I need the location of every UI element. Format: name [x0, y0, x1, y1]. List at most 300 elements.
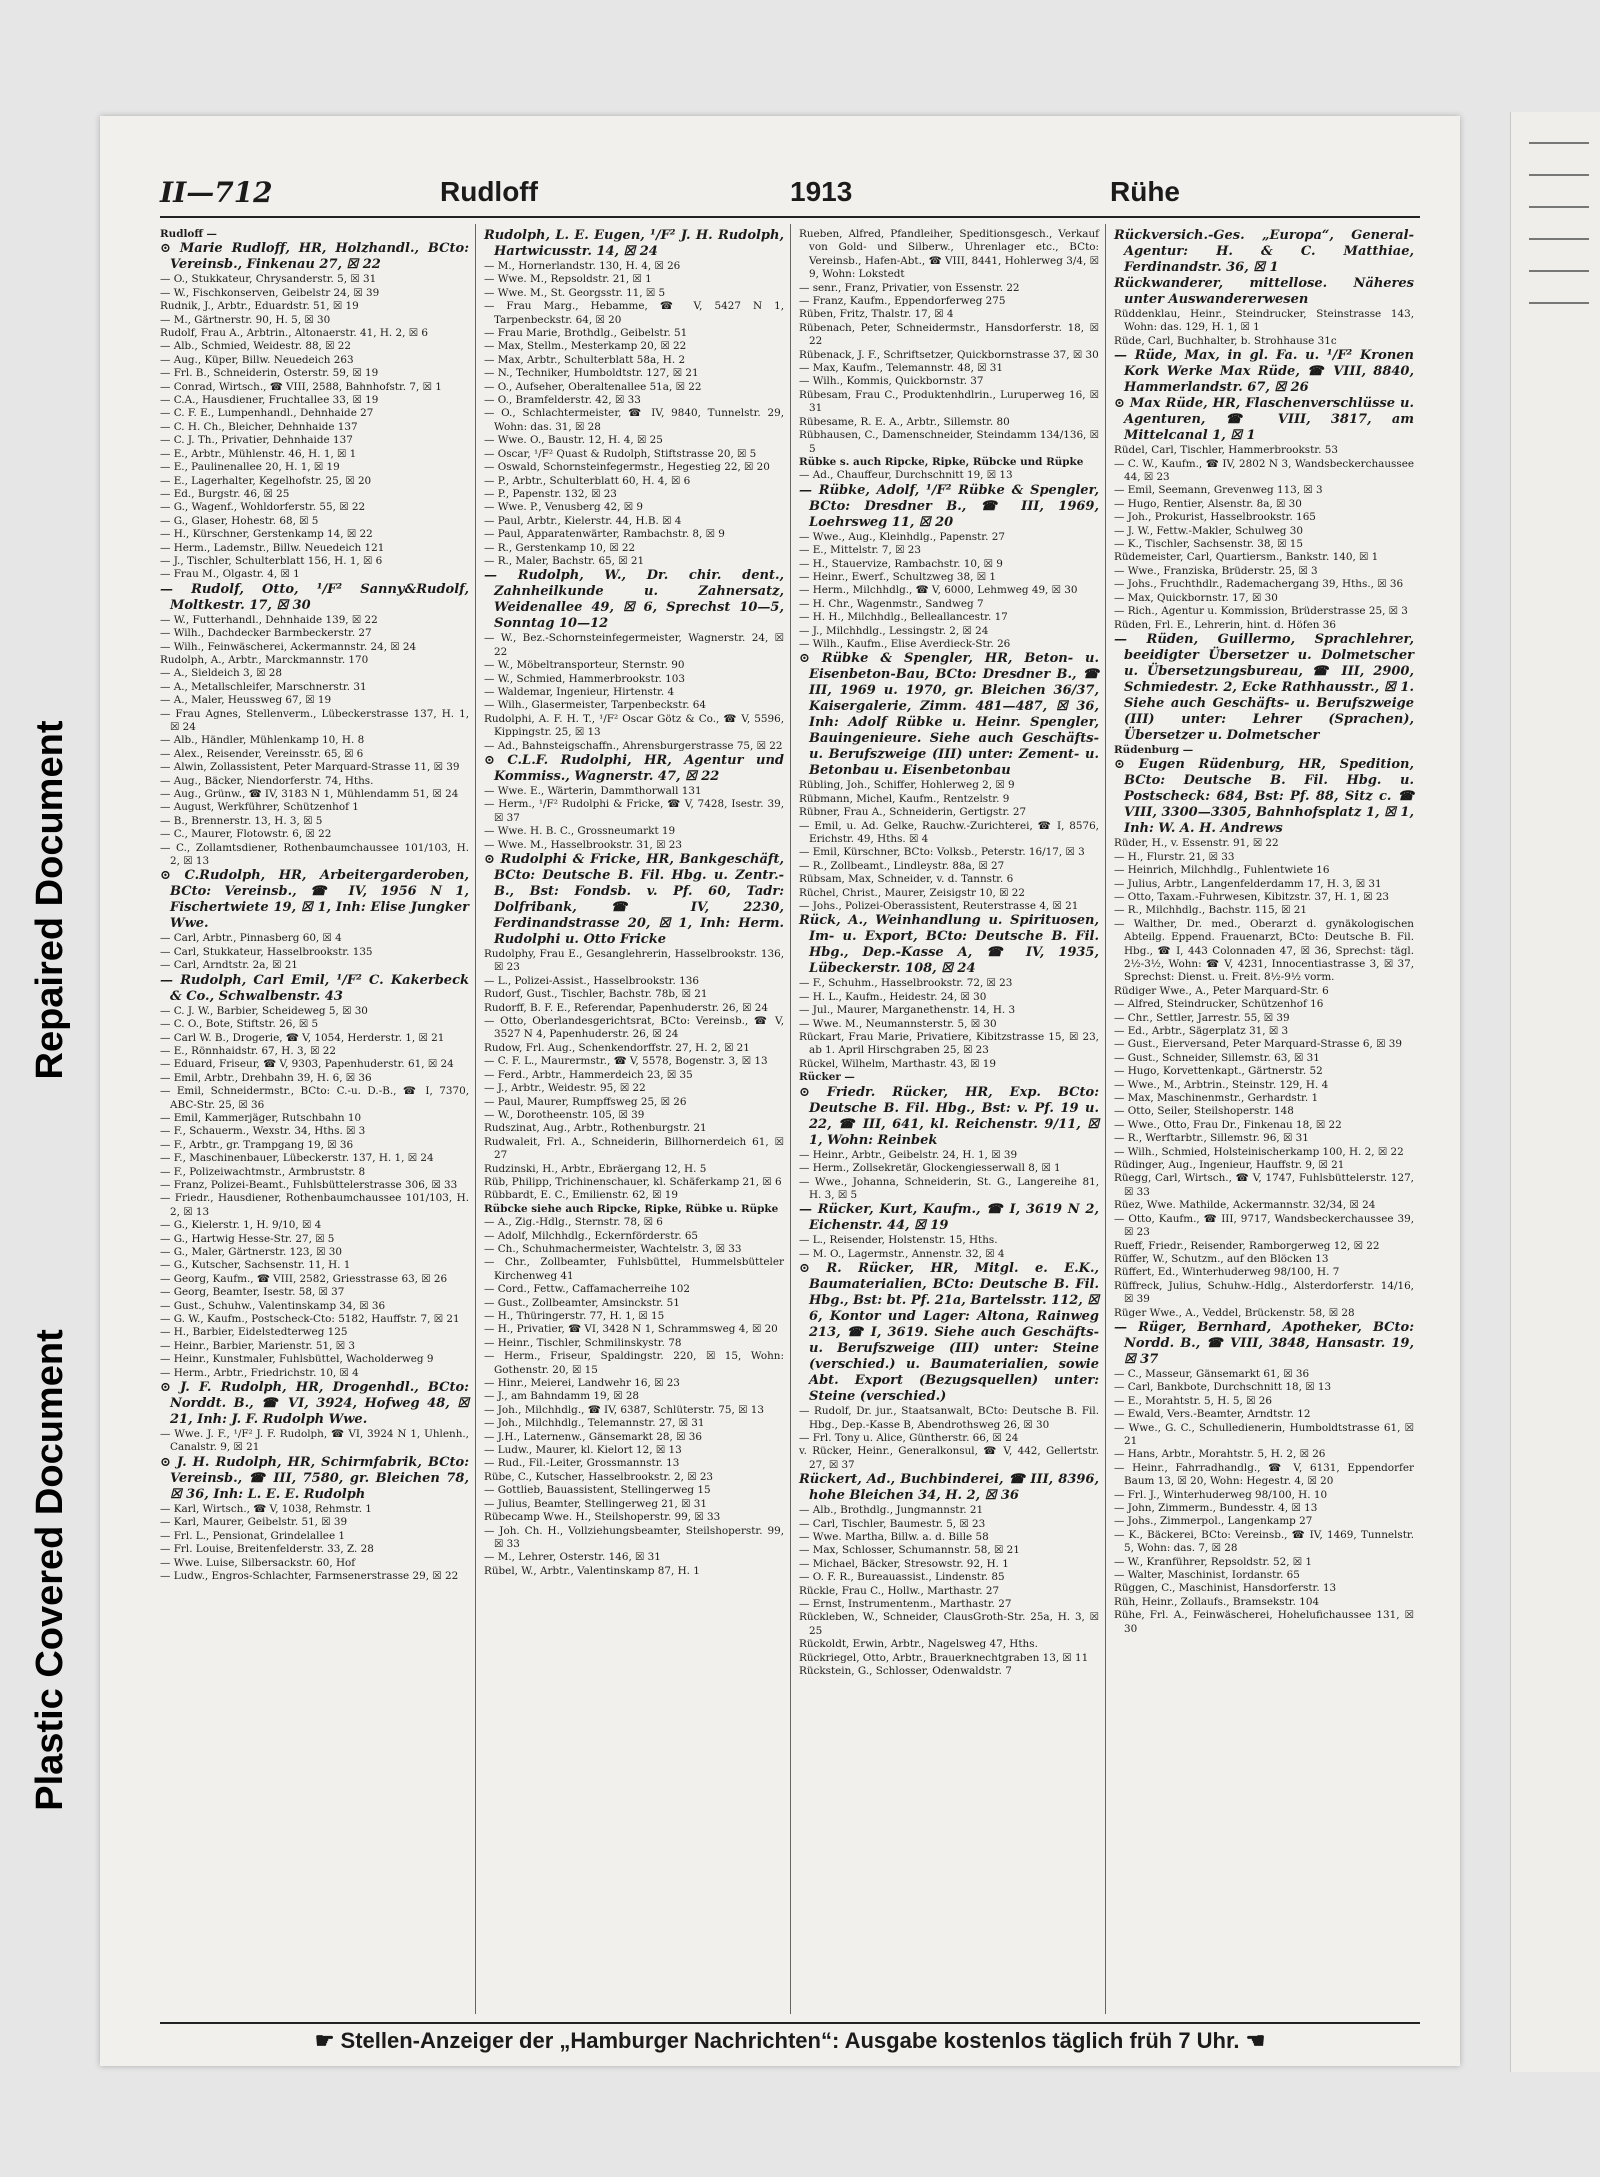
directory-entry: — Rich., Agentur u. Kommission, Brüderstrasse 25, ☒ 3: [1114, 605, 1408, 618]
directory-entry: — Wilh., Dachdecker Barmbeckerstr. 27: [160, 627, 372, 640]
directory-entry: — Frl. Louise, Breitenfelderstr. 33, Z. 28: [160, 1543, 374, 1556]
directory-entry: — Emil, Kürschner, BCto: Volksb., Peterstr. 16/17, ☒ 3: [799, 846, 1085, 859]
directory-entry: — N., Techniker, Humboldtstr. 127, ☒ 21: [484, 367, 699, 380]
directory-entry: Rueff, Friedr., Reisender, Ramborgerweg 12, ☒ 22: [1114, 1239, 1380, 1252]
directory-entry: — Gust., Eierversand, Peter Marquard-Strasse 6, ☒ 39: [1114, 1038, 1402, 1051]
directory-entry: — Wwe., Franziska, Brüderstr. 25, ☒ 3: [1114, 564, 1318, 577]
directory-entry: — Ludw., Maurer, kl. Kielort 12, ☒ 13: [484, 1444, 682, 1457]
directory-entry: Rückstein, G., Schlosser, Odenwaldstr. 7: [799, 1665, 1012, 1678]
directory-entry: — B., Brennerstr. 13, H. 3, ☒ 5: [160, 814, 323, 827]
directory-entry: — Rüde, Max, in gl. Fa. u. ¹/F² Kronen Kork Werke Max Rüde, ☎ VIII, 8840, Hammerlandstr. 67, ☒ 26: [1114, 348, 1414, 396]
directory-entry: Rübesam, Frau C., Produktenhdlrin., Luruperweg 16, ☒ 31: [799, 388, 1099, 415]
directory-entry: Rüde, Carl, Buchhalter, b. Strohhause 31c: [1114, 334, 1337, 347]
directory-entry: — Rudolf, Dr. jur., Staatsanwalt, BCto: Deutsche B. Fil. Hbg., Dep.-Kasse B, Abendrothsweg 26, ☒ 30: [799, 1405, 1099, 1431]
directory-entry: — J., Tischler, Schulterblatt 156, H. 1, ☒ 6: [160, 554, 383, 567]
directory-entry: — Michael, Bäcker, Stresowstr. 92, H. 1: [799, 1557, 1009, 1570]
directory-entry: — Herm., Friseur, Spaldingstr. 220, ☒ 15, Wohn: Gothenstr. 20, ☒ 15: [484, 1350, 784, 1376]
directory-entry: — Wwe. Martha, Billw. a. d. Bille 58: [799, 1530, 989, 1543]
directory-entry: — W., Dorotheenstr. 105, ☒ 39: [484, 1108, 645, 1121]
head-left-word: Rudloff: [440, 176, 538, 207]
directory-entry: — Walther, Dr. med., Oberarzt d. gynäkologischen Abteilg. Eppend. Frauenarzt, BCto: Deutsche B. Fil. Hbg., ☎ I, 443 Colonnaden 47, ☒ 36, Sprechst: tägl. 2½-3½, Wohn: ☎ V, 4231, Innocentiastrasse 3, ☒ 37, Sprechst: Dienst. u. Freit. 8½-9½ vorm.: [1114, 917, 1414, 984]
directory-entry: v. Rücker, Heinr., Generalkonsul, ☎ V, 442, Gellertstr. 27, ☒ 37: [799, 1445, 1099, 1471]
directory-entry: ⊙ Rübke & Spengler, HR, Beton- u. Eisenbeton-Bau, BCto: Dresdner B., ☎ III, 1969 u. 1970, gr. Bleichen 36/37, Kaisergalerie, Zimm. 481—487, ☒ 36, Inh: Adolf Rübke u. Heinr. Spengler, Bauingenieure. Siehe auch Geschäfts- u. Berufszweige (III) unter: Zement- u. Betonbau u. Eisenbetonbau: [799, 651, 1099, 779]
directory-entry: Rudorf, Gust., Tischler, Bachstr. 78b, ☒ 21: [484, 988, 708, 1001]
directory-page: [100, 116, 1460, 2066]
directory-entry: — C.A., Hausdiener, Fruchtallee 33, ☒ 19: [160, 394, 379, 407]
directory-entry: Rüchel, Christ., Maurer, Zeisigstr 10, ☒ 22: [799, 886, 1025, 899]
directory-entry: — Adolf, Milchhdlg., Eckernförderstr. 65: [484, 1229, 699, 1242]
directory-entry: — C. H. Ch., Bleicher, Dehnhaide 137: [160, 420, 358, 433]
directory-entry: ⊙ Friedr. Rücker, HR, Exp. BCto: Deutsche B. Fil. Hbg., Bst: v. Pf. 19 u. 22, ☎ III, 641, kl. Reichenstr. 9/11, ☒ 1, Wohn: Reinbek: [799, 1084, 1099, 1148]
directory-entry: — Carl, Stukkateur, Hasselbrookstr. 135: [160, 945, 373, 958]
directory-entry: Rüdel, Carl, Tischler, Hammerbrookstr. 53: [1114, 444, 1338, 457]
directory-entry: — J., Milchhdlg., Lessingstr. 2, ☒ 24: [799, 624, 989, 637]
directory-entry: — Oscar, ¹/F² Quast & Rudolph, Stiftstrasse 20, ☒ 5: [484, 447, 757, 460]
directory-entry: Rübling, Joh., Schiffer, Hohlerweg 2, ☒ 9: [799, 779, 1015, 792]
directory-entry: Rücker —: [799, 1071, 855, 1084]
directory-entry: ⊙ R. Rücker, HR, Mitgl. e. E.K., Baumaterialien, BCto: Deutsche B. Fil. Hbg., Bst: bt. Pf. 21a, Bartelsstr. 112, ☒ 6, Kontor und Lager: Altona, Rainweg 213, ☎ I, 3619. Siehe auch Geschäfts- u. Berufszweige (III) unter: Steine (verschied.) u. Baumaterialien, sowie Abt. Export (Bezugsquellen) unter: Steine (verschied.): [799, 1261, 1100, 1405]
directory-entry: — Gottlieb, Bauassistent, Stellingerweg 15: [484, 1484, 711, 1497]
directory-entry: — Wwe., Aug., Kleinhdlg., Papenstr. 27: [799, 530, 1005, 543]
directory-entry: — J., am Bahndamm 19, ☒ 28: [484, 1390, 640, 1403]
directory-entry: Rudzinski, H., Arbtr., Ebräergang 12, H. 5: [484, 1162, 707, 1175]
directory-entry: — Chr., Zollbeamter, Fuhlsbüttel, Hummelsbütteler Kirchenweg 41: [484, 1256, 784, 1282]
directory-entry: — Frl. B., Schneiderin, Osterstr. 59, ☒ 19: [160, 367, 379, 380]
column-4: [1105, 224, 1420, 2014]
directory-entry: — M. O., Lagermstr., Annenstr. 32, ☒ 4: [799, 1247, 1005, 1260]
directory-entry: Rudszinat, Aug., Arbtr., Rothenburgstr. 21: [484, 1122, 707, 1135]
directory-entry: — Ed., Burgstr. 46, ☒ 25: [160, 487, 290, 500]
directory-entry: Rudolph, L. E. Eugen, ¹/F² J. H. Rudolph, Hartwicusstr. 14, ☒ 24: [484, 228, 784, 259]
directory-entry: — Hugo, Korvettenkapt., Gärtnerstr. 52: [1114, 1065, 1323, 1078]
directory-entry: — Wwe., G. C., Schulledienerin, Humboldtstrasse 61, ☒ 21: [1114, 1421, 1414, 1447]
directory-entry: — A., Maler, Heussweg 67, ☒ 19: [160, 694, 332, 707]
directory-entry: — Johs., Fruchthdlr., Rademachergang 39, Hths., ☒ 36: [1114, 578, 1404, 591]
directory-entry: — Joh., Milchhdlg., ☎ IV, 6387, Schlüterstr. 75, ☒ 13: [484, 1403, 764, 1416]
directory-entry: — Heinr., Ewerf., Schultzweg 38, ☒ 1: [799, 570, 996, 583]
directory-entry: — Hinr., Meierei, Landwehr 16, ☒ 23: [484, 1377, 680, 1390]
directory-entry: ⊙ C.Rudolph, HR, Arbeitergarderoben, BCto: Vereinsb., ☎ IV, 1956 N 1, Fischertwiete 19, ☒ 1, Inh: Elise Jungker Wwe.: [160, 868, 469, 932]
directory-entry: Rübe, C., Kutscher, Hasselbrookstr. 2, ☒ 23: [484, 1470, 714, 1483]
directory-entry: Rübcke siehe auch Ripcke, Ripke, Rübke u. Rüpke: [484, 1202, 779, 1215]
directory-entry: — E., Rönnhaidstr. 67, H. 3, ☒ 22: [160, 1044, 337, 1057]
directory-entry: — E., Mittelstr. 7, ☒ 23: [799, 544, 921, 557]
directory-entry: — Wwe. Luise, Silbersackstr. 60, Hof: [160, 1556, 356, 1569]
directory-entry: — Emil, Schneidermstr., BCto: C.-u. D.-B., ☎ I, 7370, ABC-Str. 25, ☒ 36: [160, 1085, 469, 1111]
directory-entry: — Emil, Kammerjäger, Rutschbahn 10: [160, 1111, 362, 1124]
directory-entry: — G., Kielerstr. 1, H. 9/10, ☒ 4: [160, 1219, 322, 1232]
directory-entry: Rübbardt, E. C., Emilienstr. 62, ☒ 19: [484, 1189, 678, 1202]
directory-entry: — Emil, Arbtr., Drehbahn 39, H. 6, ☒ 36: [160, 1071, 372, 1084]
directory-entry: Rudnik, J., Arbtr., Eduardstr. 51, ☒ 19: [160, 300, 359, 313]
directory-entry: ⊙ J. H. Rudolph, HR, Schirmfabrik, BCto: Vereinsb., ☎ III, 7580, gr. Bleichen 78, ☒ 36, Inh: L. E. E. Rudolph: [160, 1454, 469, 1502]
directory-entry: Rüden, Frl. E., Lehrerin, hint. d. Höfen 36: [1114, 618, 1336, 631]
directory-entry: — Alwin, Zollassistent, Peter Marquard-Strasse 11, ☒ 39: [160, 761, 460, 774]
directory-entry: Rübke s. auch Ripcke, Ripke, Rübcke und Rüpke: [799, 455, 1084, 468]
directory-entry: Rüez, Wwe. Mathilde, Ackermannstr. 32/34, ☒ 24: [1114, 1199, 1376, 1212]
directory-entry: — Jul., Maurer, Marganethenstr. 14, H. 3: [799, 1004, 1016, 1017]
directory-entry: — L., Polizei-Assist., Hasselbrookstr. 136: [484, 974, 699, 987]
directory-entry: Rückle, Frau C., Hollw., Marthastr. 27: [799, 1584, 1000, 1597]
directory-entry: — C., Masseur, Gänsemarkt 61, ☒ 36: [1114, 1367, 1310, 1380]
directory-entry: — H. Chr., Wagenmstr., Sandweg 7: [799, 597, 984, 610]
directory-entry: — P., Arbtr., Schulterblatt 60, H. 4, ☒ 6: [484, 474, 691, 487]
running-head: [160, 176, 1420, 214]
directory-entry: — Waldemar, Ingenieur, Hirtenstr. 4: [484, 685, 675, 698]
directory-entry: — Frau Agnes, Stellenverm., Lübeckerstrasse 137, H. 1, ☒ 24: [160, 707, 469, 733]
directory-entry: — Max, Arbtr., Schulterblatt 58a, H. 2: [484, 353, 686, 366]
directory-entry: — Otto, Oberlandesgerichtsrat, BCto: Vereinsb., ☎ V, 3527 N 4, Papenhuderstr. 26, ☒ 24: [484, 1015, 784, 1041]
directory-columns: [160, 224, 1420, 2014]
directory-entry: ⊙ Marie Rudloff, HR, Holzhandl., BCto: Vereinsb., Finkenau 27, ☒ 22: [160, 241, 469, 273]
directory-entry: Rüger Wwe., A., Veddel, Brückenstr. 58, ☒ 28: [1114, 1306, 1355, 1319]
directory-entry: — Paul, Apparatenwärter, Rambachstr. 8, ☒ 9: [484, 528, 725, 541]
directory-entry: Rueben, Alfred, Pfandleiher, Speditionsgesch., Verkauf von Gold- und Silberw., Uhrenlager etc., BCto: Vereinsb., Hafen-Abt., ☎ VIII, 8441, Hohlerweg 3/4, ☒ 9, Wohn: Lokstedt: [799, 228, 1099, 281]
directory-entry: — Gust., Zollbeamter, Amsinckstr. 51: [484, 1296, 680, 1309]
directory-entry: — Wilh., Glasermeister, Tarpenbeckstr. 64: [484, 699, 706, 712]
directory-entry: — Georg, Beamter, Isestr. 58, ☒ 37: [160, 1286, 345, 1299]
directory-entry: — Heinr., Kunstmaler, Fuhlsbüttel, Wacholderweg 9: [160, 1353, 434, 1366]
directory-entry: Rudolf, Frau A., Arbtrin., Altonaerstr. 41, H. 2, ☒ 6: [160, 327, 428, 340]
directory-entry: Rüh, Heinr., Zollaufs., Bramsekstr. 104: [1114, 1595, 1320, 1608]
directory-entry: Rüb, Philipp, Trichinenschauer, kl. Schäferkamp 21, ☒ 6: [484, 1175, 782, 1188]
directory-entry: — Georg, Kaufm., ☎ VIII, 2582, Griesstrasse 63, ☒ 26: [160, 1272, 448, 1285]
directory-entry: — R., Maler, Bachstr. 65, ☒ 21: [484, 554, 645, 567]
directory-entry: Rudow, Frl. Aug., Schenkendorffstr. 27, H. 2, ☒ 21: [484, 1041, 750, 1054]
directory-entry: — Herm., ¹/F² Rudolphi & Fricke, ☎ V, 7428, Isestr. 39, ☒ 37: [484, 798, 784, 824]
directory-entry: — Aug., Bäcker, Niendorferstr. 74, Hths.: [160, 774, 374, 787]
directory-entry: — Heinr., Tischler, Schmilinskystr. 78: [484, 1336, 682, 1349]
directory-entry: — W., Möbeltransporteur, Sternstr. 90: [484, 659, 685, 672]
directory-entry: — Franz, Polizei-Beamt., Fuhlsbüttelerstrasse 306, ☒ 33: [160, 1178, 458, 1191]
directory-entry: Rückriegel, Otto, Arbtr., Brauerknechtgraben 13, ☒ 11: [799, 1651, 1089, 1664]
directory-entry: — Rudolph, Carl Emil, ¹/F² C. Kakerbeck & Co., Schwalbenstr. 43: [160, 972, 469, 1004]
directory-entry: — R., Zollbeamt., Lindleystr. 88a, ☒ 27: [799, 859, 1005, 872]
directory-entry: — C. J. Th., Privatier, Dehnhaide 137: [160, 434, 353, 447]
directory-entry: Rückert, Ad., Buchbinderei, ☎ III, 8396, hohe Bleichen 34, H. 2, ☒ 36: [799, 1472, 1099, 1504]
column-2: [475, 224, 790, 2014]
directory-entry: — Rudolf, Otto, ¹/F² Sanny&Rudolf, Moltkestr. 17, ☒ 30: [160, 581, 469, 613]
directory-entry: — H. L., Kaufm., Heidestr. 24, ☒ 30: [799, 990, 987, 1003]
directory-entry: Rüffer, W., Schutzm., auf den Blöcken 13: [1114, 1252, 1329, 1265]
directory-entry: — C. F. E., Lumpenhandl., Dehnhaide 27: [160, 407, 374, 420]
directory-entry: — Johs., Zimmerpol., Langenkamp 27: [1114, 1515, 1313, 1528]
directory-entry: — Ch., Schuhmachermeister, Wachtelstr. 3, ☒ 33: [484, 1242, 742, 1255]
directory-entry: — Gust., Schneider, Sillemstr. 63, ☒ 31: [1114, 1051, 1320, 1064]
directory-entry: — Otto, Seiler, Steilshoperstr. 148: [1114, 1105, 1294, 1118]
directory-entry: — Max, Quickbornstr. 17, ☒ 30: [1114, 591, 1278, 604]
directory-entry: — A., Metallschleifer, Marschnerstr. 31: [160, 680, 367, 693]
directory-entry: — Alb., Schmied, Weidestr. 88, ☒ 22: [160, 340, 352, 353]
directory-entry: Rückoldt, Erwin, Arbtr., Nagelsweg 47, Hths.: [799, 1638, 1038, 1651]
directory-entry: — Ludw., Engros-Schlachter, Farmsenerstrasse 29, ☒ 22: [160, 1569, 459, 1582]
footer-advertisement: ☛ Stellen-Anzeiger der „Hamburger Nachrichten“: Ausgabe kostenlos täglich früh 7 Uhr. ☚: [160, 2022, 1420, 2064]
directory-entry: — H., Thüringerstr. 77, H. 1, ☒ 15: [484, 1310, 665, 1322]
directory-entry: — G., Hartwig Hesse-Str. 27, ☒ 5: [160, 1232, 335, 1245]
directory-entry: Rudloff —: [160, 228, 217, 240]
directory-entry: — E., Morahtstr. 5, H. 5, ☒ 26: [1114, 1394, 1272, 1407]
directory-entry: — Max, Maschinenmstr., Gerhardstr. 1: [1114, 1092, 1319, 1105]
directory-entry: — Wwe., Otto, Frau Dr., Finkenau 18, ☒ 22: [1114, 1118, 1342, 1131]
directory-entry: — Wwe. P., Venusberg 42, ☒ 9: [484, 501, 644, 514]
directory-entry: Rübsam, Max, Schneider, v. d. Tannstr. 6: [799, 873, 1014, 886]
directory-entry: — Herm., Zollsekretär, Glockengiesserwall 8, ☒ 1: [799, 1162, 1061, 1175]
directory-entry: — Wwe. M., Neumannsterstr. 5, ☒ 30: [799, 1017, 997, 1030]
directory-entry: — W., Schmied, Hammerbrookstr. 103: [484, 672, 685, 685]
directory-entry: — Wwe. M., Hasselbrookstr. 31, ☒ 23: [484, 838, 682, 851]
directory-entry: — Frl. Tony u. Alice, Güntherstr. 66, ☒ 24: [799, 1431, 1019, 1444]
directory-entry: ⊙ C.L.F. Rudolphi, HR, Agentur und Kommiss., Wagnerstr. 47, ☒ 22: [484, 753, 784, 784]
directory-entry: Rudolphi, A. F. H. T., ¹/F² Oscar Götz & Co., ☎ V, 5596, Kippingstr. 25, ☒ 13: [484, 712, 784, 739]
directory-entry: — W., Bez.-Schornsteinfegermeister, Wagnerstr. 24, ☒ 22: [484, 632, 784, 658]
head-rule: [160, 216, 1420, 218]
directory-entry: Rübmann, Michel, Kaufm., Rentzelstr. 9: [799, 792, 1010, 805]
directory-entry: — Ed., Arbtr., Sägerplatz 31, ☒ 3: [1114, 1025, 1289, 1037]
directory-entry: — P., Papenstr. 132, ☒ 23: [484, 487, 617, 500]
directory-entry: — Wwe., Johanna, Schneiderin, St. G., Langereihe 81, H. 3, ☒ 5: [799, 1175, 1099, 1201]
repaired-document-label: Repaired Document: [29, 720, 71, 1080]
directory-entry: — Max, Schlosser, Schumannstr. 58, ☒ 21: [799, 1544, 1020, 1557]
directory-entry: Rüder, H., v. Essenstr. 91, ☒ 22: [1114, 837, 1279, 850]
directory-entry: — Rud., Fil.-Leiter, Grossmannstr. 13: [484, 1457, 680, 1470]
directory-entry: Rüben, Fritz, Thalstr. 17, ☒ 4: [799, 308, 954, 321]
directory-entry: — Conrad, Wirtsch., ☎ VIII, 2588, Bahnhofstr. 7, ☒ 1: [160, 380, 442, 393]
directory-entry: Rückwanderer, mittellose. Näheres unter Auswandererwesen: [1114, 276, 1414, 307]
directory-entry: — F., Arbtr., gr. Trampgang 19, ☒ 36: [160, 1138, 354, 1151]
directory-entry: — G., Wagenf., Wohldorferstr. 55, ☒ 22: [160, 501, 366, 514]
directory-entry: — G., Maler, Gärtnerstr. 123, ☒ 30: [160, 1246, 342, 1258]
directory-entry: Rudorff, B. F. E., Referendar, Papenhuderstr. 26, ☒ 24: [484, 1001, 768, 1014]
directory-entry: — Carl, Tischler, Baumestr. 5, ☒ 23: [799, 1517, 986, 1530]
directory-entry: ⊙ Rudolphi & Fricke, HR, Bankgeschäft, BCto: Deutsche B. Fil. Hbg. u. Zentr.-B., Bst: Fondsb. v. Pf. 60, Tadr: Dolfribank, ☎ IV, 2230, Ferdinandstrasse 20, ☒ 1, Inh: Herm. Rudolphi u. Otto Fricke: [484, 852, 784, 948]
directory-entry: — Julius, Beamter, Stellingerweg 21, ☒ 31: [484, 1497, 707, 1510]
directory-entry: — Herm., Milchhdlg., ☎ V, 6000, Lehmweg 49, ☒ 30: [799, 584, 1078, 597]
directory-entry: — Eduard, Friseur, ☎ V, 9303, Papenhuderstr. 61, ☒ 24: [160, 1058, 454, 1071]
directory-entry: Rühe, Frl. A., Feinwäscherei, Hohelufichaussee 131, ☒ 30: [1114, 1609, 1414, 1635]
directory-entry: — A., Zig.-Hdlg., Sternstr. 78, ☒ 6: [484, 1216, 663, 1229]
directory-entry: — Heinr., Arbtr., Geibelstr. 24, H. 1, ☒ 39: [799, 1148, 1018, 1161]
directory-entry: — Karl, Wirtsch., ☎ V, 1038, Rehmstr. 1: [160, 1502, 372, 1515]
directory-entry: — Wwe. J. F., ¹/F² J. F. Rudolph, ☎ VI, 3924 N 1, Uhlenh., Canalstr. 9, ☒ 21: [160, 1428, 469, 1454]
directory-entry: — G. W., Kaufm., Postscheck-Cto: 5182, Hauffstr. 7, ☒ 21: [160, 1313, 460, 1326]
directory-entry: — Wwe. E., Wärterin, Dammthorwall 131: [484, 785, 702, 797]
directory-entry: — Max, Stellm., Mesterkamp 20, ☒ 22: [484, 340, 687, 353]
directory-entry: — Otto, Taxam.-Fuhrwesen, Kibitzstr. 37, H. 1, ☒ 23: [1114, 890, 1390, 903]
directory-entry: — Hugo, Rentier, Alsenstr. 8a, ☒ 30: [1114, 497, 1302, 510]
directory-entry: ⊙ Max Rüde, HR, Flaschenverschlüsse u. Agenturen, ☎ VIII, 3817, am Mittelcanal 1, ☒ 1: [1114, 396, 1414, 444]
directory-entry: — Gust., Schuhw., Valentinskamp 34, ☒ 36: [160, 1299, 386, 1312]
directory-entry: Rübecamp Wwe. H., Steilshoperstr. 99, ☒ 33: [484, 1511, 721, 1524]
directory-entry: — Paul, Maurer, Rumpffsweg 25, ☒ 26: [484, 1095, 687, 1108]
directory-entry: — A., Sieldeich 3, ☒ 28: [160, 667, 283, 680]
directory-entry: — Rüger, Bernhard, Apotheker, BCto: Nordd. B., ☎ VIII, 3848, Hansastr. 19, ☒ 37: [1114, 1319, 1414, 1367]
directory-entry: — Joh. Ch. H., Vollziehungsbeamter, Steilshoperstr. 99, ☒ 33: [484, 1524, 784, 1550]
directory-entry: — Walter, Maschinist, Iordanstr. 65: [1114, 1569, 1300, 1582]
directory-entry: — H., Flurstr. 21, ☒ 33: [1114, 850, 1235, 863]
directory-entry: — Alfred, Steindrucker, Schützenhof 16: [1114, 998, 1324, 1011]
directory-entry: — Carl, Arndtstr. 2a, ☒ 21: [160, 959, 298, 972]
directory-entry: Rübhausen, C., Damenschneider, Steindamm 134/136, ☒ 5: [799, 429, 1099, 455]
directory-entry: — Herm., Lademstr., Billw. Neuedeich 121: [160, 541, 385, 554]
directory-entry: — John, Zimmerm., Bundesstr. 4, ☒ 13: [1114, 1502, 1318, 1514]
directory-entry: Rüggen, C., Maschinist, Hansdorferstr. 13: [1114, 1582, 1337, 1595]
directory-entry: — Chr., Settler, Jarrestr. 55, ☒ 39: [1114, 1011, 1290, 1024]
directory-entry: — R., Gerstenkamp 10, ☒ 22: [484, 541, 636, 554]
directory-entry: — K., Bäckerei, BCto: Vereinsb., ☎ IV, 1469, Tunnelstr. 5, Wohn: das. 7, ☒ 28: [1114, 1528, 1414, 1555]
directory-entry: — E., Arbtr., Mühlenstr. 46, H. 1, ☒ 1: [160, 447, 357, 460]
directory-entry: Rübel, W., Arbtr., Valentinskamp 87, H. 1: [484, 1564, 700, 1577]
directory-entry: — Emil, Seemann, Grevenweg 113, ☒ 3: [1114, 484, 1323, 497]
directory-entry: — Ad., Bahnsteigschaffn., Ahrensburgerstrasse 75, ☒ 22: [484, 739, 783, 752]
directory-entry: Rüdinger, Aug., Ingenieur, Hauffstr. 9, ☒ 21: [1114, 1159, 1345, 1172]
directory-entry: — C., Zollamtsdiener, Rothenbaumchaussee 101/103, H. 2, ☒ 13: [160, 841, 469, 868]
directory-entry: — Wilh., Feinwäscherei, Ackermannstr. 24, ☒ 24: [160, 640, 417, 653]
directory-entry: — G., Kutscher, Sachsenstr. 11, H. 1: [160, 1259, 351, 1272]
directory-entry: — Frau Marie, Brothdlg., Geibelstr. 51: [484, 327, 688, 340]
directory-entry: — Wilh., Kaufm., Elise Averdieck-Str. 26: [799, 637, 1011, 650]
directory-entry: — Cord., Fettw., Caffamacherreihe 102: [484, 1283, 690, 1296]
directory-entry: — Heinr., Barbier, Marienstr. 51, ☒ 3: [160, 1339, 355, 1352]
directory-entry: — M., Lehrer, Osterstr. 146, ☒ 31: [484, 1551, 661, 1564]
directory-entry: — Joh., Milchhdlg., Telemannstr. 27, ☒ 31: [484, 1417, 705, 1430]
directory-entry: — L., Reisender, Holstenstr. 15, Hths.: [799, 1234, 998, 1247]
directory-entry: Rübenack, J. F., Schriftsetzer, Quickbornstrasse 37, ☒ 30: [799, 348, 1099, 361]
directory-entry: — O., Bramfelderstr. 42, ☒ 33: [484, 394, 641, 407]
directory-entry: — H., Kürschner, Gerstenkamp 14, ☒ 22: [160, 528, 373, 541]
directory-entry: — Oswald, Schornsteinfegermstr., Hegestieg 22, ☒ 20: [484, 461, 770, 474]
directory-entry: — J., Arbtr., Weidestr. 95, ☒ 22: [484, 1082, 646, 1095]
directory-entry: — Alb., Brothdlg., Jungmannstr. 21: [799, 1504, 984, 1517]
directory-entry: — G., Glaser, Hohestr. 68, ☒ 5: [160, 514, 319, 527]
directory-entry: Rückart, Frau Marie, Privatiere, Kibitzstrasse 15, ☒ 23, ab 1. April Hirschgraben 25, ☒ 23: [799, 1031, 1099, 1057]
directory-entry: — K., Tischler, Sachsenstr. 38, ☒ 15: [1114, 538, 1303, 551]
column-1: [160, 224, 475, 2014]
directory-entry: — Frl. J., Winterhuderweg 98/100, H. 10: [1114, 1488, 1328, 1501]
directory-entry: — W., Kranführer, Repsoldstr. 52, ☒ 1: [1114, 1555, 1313, 1568]
directory-entry: — Emil, u. Ad. Gelke, Rauchw.-Zurichterei, ☎ I, 8576, Erichstr. 49, Hths. ☒ 4: [799, 819, 1099, 845]
directory-entry: ⊙ Eugen Rüdenburg, HR, Spedition, BCto: Deutsche B. Fil. Hbg. u. Postscheck: 684, Bst: Pf. 88, Sitz c. ☎ VIII, 3300—3305, Bahnhofsplatz 1, ☒ 1, Inh: W. A. H. Andrews: [1114, 757, 1414, 837]
directory-entry: — F., Schauerm., Wexstr. 34, Hths. ☒ 3: [160, 1125, 366, 1138]
directory-entry: — R., Milchhdlg., Bachstr. 115, ☒ 21: [1114, 904, 1308, 917]
directory-entry: — Alex., Reisender, Vereinsstr. 65, ☒ 6: [160, 747, 364, 760]
directory-entry: — Rüden, Guillermo, Sprachlehrer, beeidigter Übersetzer u. Dolmetscher u. Übersetzungsbureau, ☎ III, 2900, Schmiedestr. 2, Ecke Rathhausstr., ☒ 1. Siehe auch Geschäfts- u. Berufszweige (III) unter: Lehrer (Sprachen), Übersetzer u. Dolmetscher: [1114, 631, 1414, 743]
directory-entry: — Paul, Arbtr., Kielerstr. 44, H.B. ☒ 4: [484, 514, 682, 527]
directory-entry: — F., Schuhm., Hasselbrookstr. 72, ☒ 23: [799, 977, 1013, 990]
directory-entry: — Carl, Arbtr., Pinnasberg 60, ☒ 4: [160, 932, 342, 945]
head-year: 1913: [790, 176, 853, 207]
page-number: II—712: [160, 176, 273, 209]
directory-entry: — Hans, Arbtr., Morahtstr. 5, H. 2, ☒ 26: [1114, 1448, 1326, 1461]
directory-entry: — Rücker, Kurt, Kaufm., ☎ I, 3619 N 2, Eichenstr. 44, ☒ 19: [799, 1202, 1099, 1234]
directory-entry: — O., Schlachtermeister, ☎ IV, 9840, Tunnelstr. 29, Wohn: das. 31, ☒ 28: [484, 407, 784, 433]
directory-entry: Rückversich.-Ges. „Europa“, General-Agentur: H. & C. Matthiae, Ferdinandstr. 36, ☒ 1: [1114, 228, 1414, 275]
directory-entry: — H., Barbier, Eidelstedterweg 125: [160, 1326, 348, 1339]
directory-entry: — Karl, Maurer, Geibelstr. 51, ☒ 39: [160, 1516, 348, 1529]
directory-entry: — F., Maschinenbauer, Lübeckerstr. 137, H. 1, ☒ 24: [160, 1152, 434, 1165]
directory-entry: — C. F. L., Maurermstr., ☎ V, 5578, Bogenstr. 3, ☒ 13: [484, 1055, 768, 1068]
directory-entry: Rückleben, W., Schneider, ClausGroth-Str. 25a, H. 3, ☒ 25: [799, 1611, 1099, 1637]
directory-entry: — Wwe. M., St. Georgsstr. 11, ☒ 5: [484, 286, 666, 299]
directory-entry: Rübenach, Peter, Schneidermstr., Hansdorferstr. 18, ☒ 22: [799, 321, 1099, 348]
directory-entry: — R., Werftarbtr., Sillemstr. 96, ☒ 31: [1114, 1132, 1309, 1145]
directory-entry: — Herm., Arbtr., Friedrichstr. 10, ☒ 4: [160, 1366, 359, 1379]
directory-entry: — Frau Marg., Hebamme, ☎ V, 5427 N 1, Tarpenbeckstr. 64, ☒ 20: [484, 300, 784, 326]
directory-entry: Rudolph, A., Arbtr., Marckmannstr. 170: [160, 653, 369, 666]
directory-entry: Rüffert, Ed., Winterhuderweg 98/100, H. 7: [1114, 1266, 1340, 1279]
directory-entry: — J.H., Laternenw., Gänsemarkt 28, ☒ 36: [484, 1430, 702, 1443]
directory-entry: — Wwe. O., Baustr. 12, H. 4, ☒ 25: [484, 434, 663, 447]
directory-entry: — W., Futterhandl., Dehnhaide 139, ☒ 22: [160, 613, 378, 626]
directory-entry: Rüdemeister, Carl, Quartiersm., Bankstr. 140, ☒ 1: [1114, 551, 1379, 564]
directory-entry: Rübner, Frau A., Schneiderin, Gertigstr. 27: [799, 806, 1027, 819]
directory-entry: — M., Gärtnerstr. 90, H. 5, ☒ 30: [160, 313, 331, 326]
plastic-covered-label: Plastic Covered Document: [29, 1329, 71, 1811]
directory-entry: Rübesame, R. E. A., Arbtr., Sillemstr. 80: [799, 415, 1010, 428]
directory-entry: — Julius, Arbtr., Langenfelderdamm 17, H. 3, ☒ 31: [1114, 877, 1382, 890]
directory-entry: — J. W., Fettw.-Makler, Schulweg 30: [1114, 524, 1303, 537]
directory-entry: Rudolphy, Frau E., Gesanglehrerin, Hasselbrookstr. 136, ☒ 23: [484, 948, 784, 974]
directory-entry: — H., Privatier, ☎ VI, 3428 N 1, Schrammsweg 4, ☒ 20: [484, 1323, 778, 1336]
directory-entry: — Frau M., Olgastr. 4, ☒ 1: [160, 568, 300, 581]
directory-entry: Rüffreck, Julius, Schuhw.-Hdlg., Alsterdorferstr. 14/16, ☒ 39: [1114, 1279, 1414, 1306]
directory-entry: Rudwaleit, Frl. A., Schneiderin, Billhornerdeich 61, ☒ 27: [484, 1135, 784, 1162]
directory-entry: — Ernst, Instrumentenm., Marthastr. 27: [799, 1598, 1012, 1610]
directory-entry: — Ad., Chauffeur, Durchschnitt 19, ☒ 13: [799, 469, 1013, 482]
column-3: [790, 224, 1105, 2014]
directory-entry: — Johs., Polizei-Oberassistent, Reuterstrasse 4, ☒ 21: [799, 900, 1079, 913]
directory-entry: — Max, Kaufm., Telemannstr. 48, ☒ 31: [799, 362, 1004, 375]
directory-entry: — Heinrich, Milchhdlg., Fuhlentwiete 16: [1114, 864, 1330, 877]
directory-entry: — H. H., Milchhdlg., Belleallancestr. 17: [799, 611, 1008, 624]
directory-entry: — O. F. R., Bureauassist., Lindenstr. 85: [799, 1571, 1005, 1584]
directory-entry: — C., Maurer, Flotowstr. 6, ☒ 22: [160, 828, 332, 841]
adjacent-page-edge: [1510, 112, 1600, 2072]
directory-entry: Rückel, Wilhelm, Marthastr. 43, ☒ 19: [799, 1057, 996, 1070]
directory-entry: — Wwe. M., Repsoldstr. 21, ☒ 1: [484, 273, 652, 286]
directory-entry: — Wilh., Schmied, Holsteinischerkamp 100, H. 2, ☒ 22: [1114, 1145, 1404, 1158]
head-right-word: Rühe: [1110, 176, 1180, 207]
directory-entry: — August, Werkführer, Schützenhof 1: [160, 801, 359, 814]
directory-entry: — Heinr., Fahrradhandlg., ☎ V, 6131, Eppendorfer Baum 13, ☒ 20, Wohn: Hegestr. 4, ☒ 20: [1114, 1461, 1414, 1488]
directory-entry: — Alb., Händler, Mühlenkamp 10, H. 8: [160, 734, 365, 747]
directory-entry: Rüdiger Wwe., A., Peter Marquard-Str. 6: [1114, 984, 1329, 997]
directory-entry: — M., Hornerlandstr. 130, H. 4, ☒ 26: [484, 260, 681, 272]
directory-entry: — O., Stukkateur, Chrysanderstr. 5, ☒ 31: [160, 273, 377, 286]
directory-entry: — Wwe. H. B. C., Grossneumarkt 19: [484, 825, 676, 838]
directory-entry: — Wilh., Kommis, Quickbornstr. 37: [799, 375, 984, 388]
directory-entry: — Rudolph, W., Dr. chir. dent., Zahnheilkunde u. Zahnersatz, Weidenallee 49, ☒ 6, Sprechst 10—5, Sonntag 10—12: [484, 568, 784, 632]
directory-entry: — O., Aufseher, Oberaltenallee 51a, ☒ 22: [484, 380, 702, 393]
directory-entry: — H., Stauervize, Rambachstr. 10, ☒ 9: [799, 557, 1003, 570]
directory-entry: — Rübke, Adolf, ¹/F² Rübke & Spengler, BCto: Dresdner B., ☎ III, 1969, Loehrsweg 11, ☒ 20: [799, 482, 1099, 530]
directory-entry: — Otto, Kaufm., ☎ III, 9717, Wandsbeckerchaussee 39, ☒ 23: [1114, 1212, 1414, 1239]
directory-entry: — Ewald, Vers.-Beamter, Arndtstr. 12: [1114, 1408, 1311, 1421]
directory-entry: — Frl. L., Pensionat, Grindelallee 1: [160, 1529, 346, 1542]
directory-entry: — E., Paulinenallee 20, H. 1, ☒ 19: [160, 461, 340, 474]
directory-entry: — senr., Franz, Privatier, von Essenstr. 22: [799, 281, 1020, 294]
directory-entry: — C. W., Kaufm., ☎ IV, 2802 N 3, Wandsbeckerchaussee 44, ☒ 23: [1114, 457, 1414, 484]
directory-entry: — F., Polizeiwachtmstr., Armbruststr. 8: [160, 1165, 366, 1178]
directory-entry: Rüegg, Carl, Wirtsch., ☎ V, 1747, Fuhlsbüttelerstr. 127, ☒ 33: [1114, 1172, 1414, 1198]
directory-entry: — W., Fischkonserven, Geibelstr 24, ☒ 39: [160, 286, 380, 299]
directory-entry: — Aug., Grünw., ☎ IV, 3183 N 1, Mühlendamm 51, ☒ 24: [160, 788, 459, 801]
directory-entry: — Joh., Prokurist, Hasselbrookstr. 165: [1114, 511, 1316, 524]
directory-entry: — C. O., Bote, Stiftstr. 26, ☒ 5: [160, 1018, 319, 1031]
directory-entry: — Carl W. B., Drogerie, ☎ V, 1054, Herderstr. 1, ☒ 21: [160, 1031, 445, 1044]
directory-entry: — Franz, Kaufm., Eppendorferweg 275: [799, 295, 1006, 308]
directory-entry: — Carl, Bankbote, Durchschnitt 18, ☒ 13: [1114, 1381, 1332, 1394]
directory-entry: — Aug., Küper, Billw. Neuedeich 263: [160, 353, 354, 366]
